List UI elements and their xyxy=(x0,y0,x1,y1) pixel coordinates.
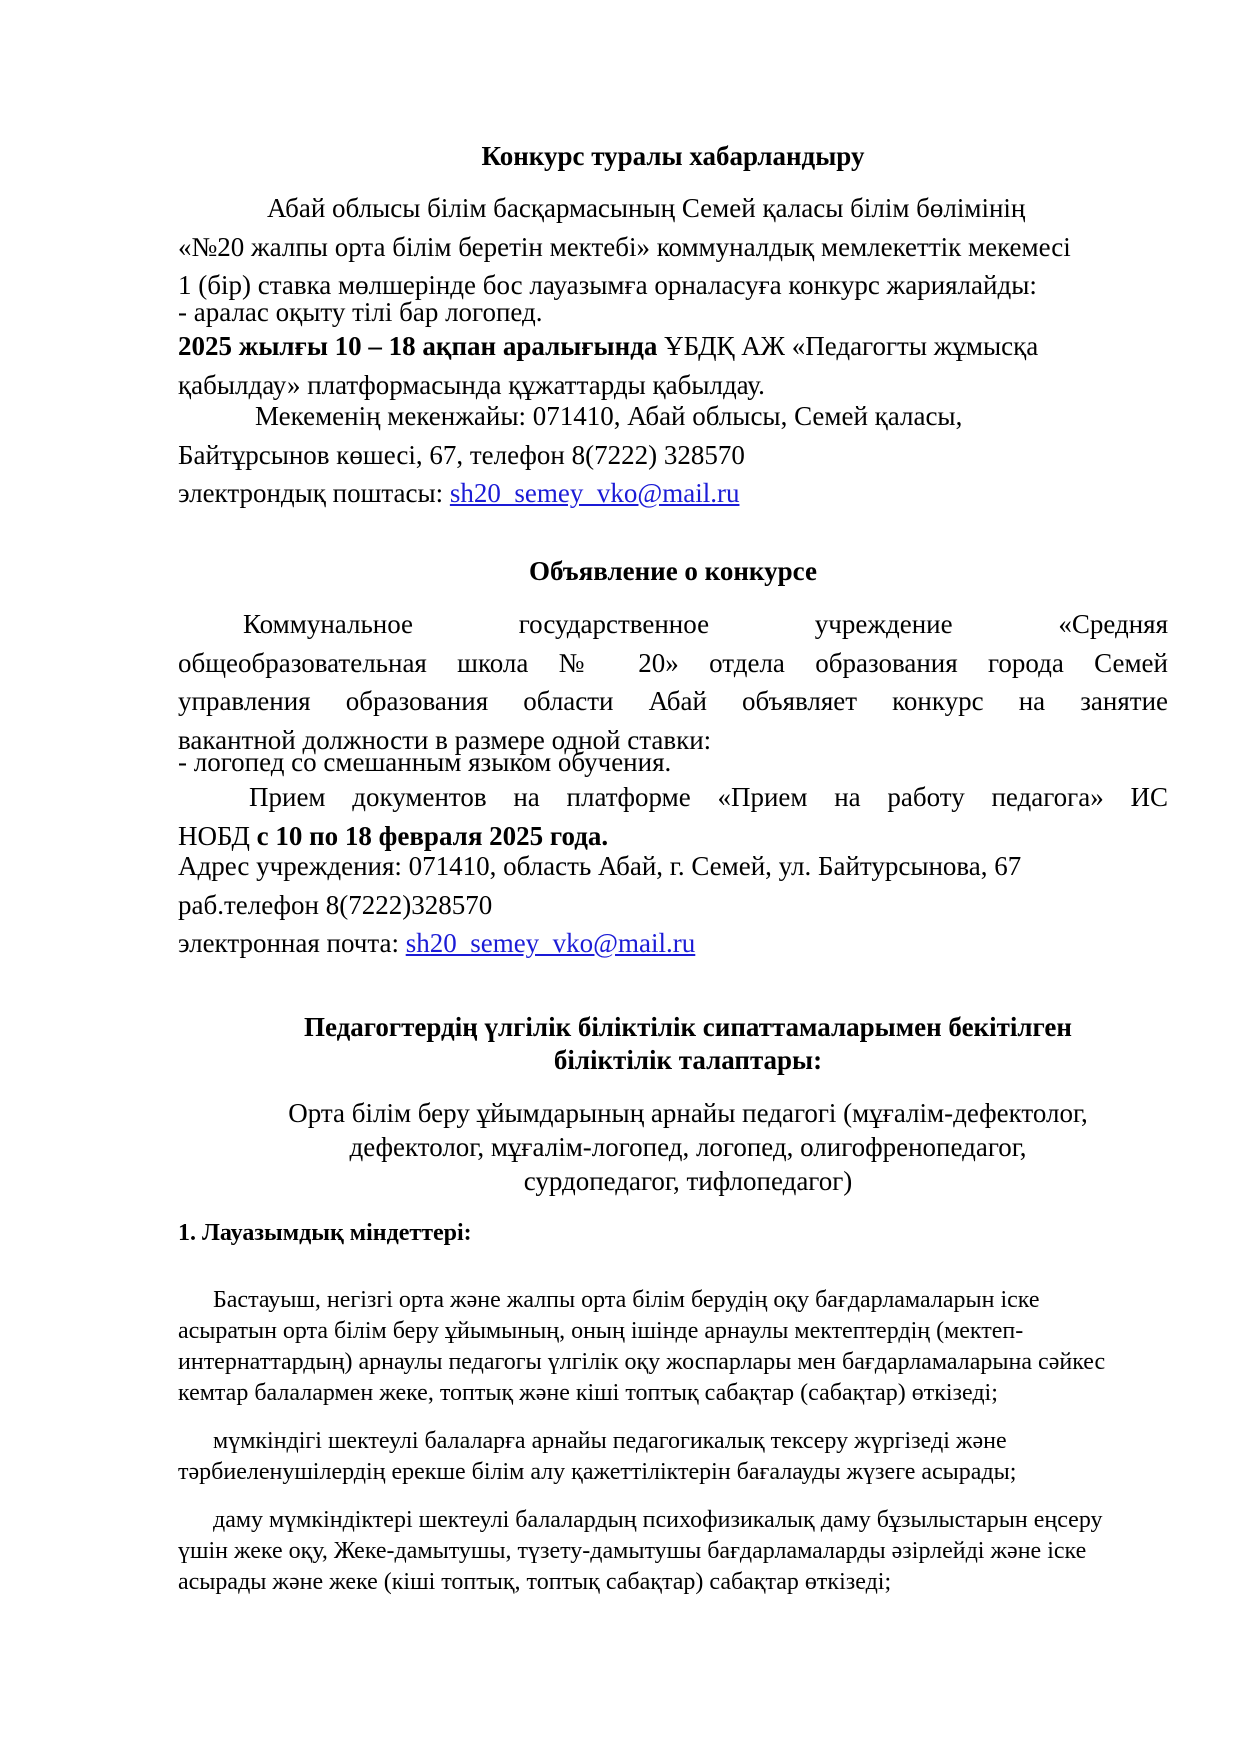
req-p1-line-3: интернаттардың) арнаулы педагогы үлгілік оқу жоспарлары мен бағдарламаларына сәйкес xyxy=(178,1349,1106,1375)
kz-dates-paragraph xyxy=(178,327,1168,404)
ru-contacts xyxy=(178,847,1168,963)
req-subtitle-line-3: сурдопедагог, тифлопедагог) xyxy=(523,1166,853,1196)
ru-email-label: электронная почта: xyxy=(178,928,406,958)
kz-intro-paragraph xyxy=(178,189,1168,305)
kz-dates-line-2: қабылдау» платформасында құжаттарды қабылдау. xyxy=(178,369,765,400)
req-p3-line-2: үшін жеке оқу, Жеке-дамытушы, түзету-дамытушы бағдарламаларды әзірлейді және іске xyxy=(178,1538,1087,1564)
req-p1-line-4: кемтар балалармен жеке, топтық және кіші топтық сабақтар (сабақтар) өткізеді; xyxy=(178,1380,998,1406)
ru-email-link[interactable]: sh20_semey_vko@mail.ru xyxy=(405,928,696,958)
ru-intro-line-1: Коммунальное государственное учреждение «Средняя xyxy=(243,609,1168,639)
req-p1-line-1: Бастауыш, негізгі орта және жалпы орта білім берудің оқу бағдарламаларын іске xyxy=(213,1287,1040,1313)
ru-position: - логопед со смешанным языком обучения. xyxy=(178,747,672,777)
req-p3-line-1: даму мүмкіндіктері шектеулі балалардың психофизикалық даму бұзылыстарын еңсеру xyxy=(213,1507,1103,1533)
ru-intro-line-2: общеобразовательная школа № 20» отдела образования города Семей xyxy=(178,647,1168,678)
kz-address xyxy=(178,397,1168,513)
ru-intro-line-4: вакантной должности в размере одной ставки: xyxy=(178,724,712,755)
req-p1-line-2: асыратын орта білім беру ұйымының, оның ішінде арнаулы мектептердің (мектеп- xyxy=(178,1318,1024,1344)
kz-title: Конкурс туралы хабарландыру xyxy=(481,141,865,171)
req-title-line-2: біліктілік талаптары: xyxy=(553,1045,823,1075)
kz-email-label: электрондық поштасы: xyxy=(178,478,450,508)
req-paragraph-3 xyxy=(178,1505,1168,1598)
req-paragraph-2 xyxy=(178,1426,1168,1488)
kz-address-line-1: Мекеменің мекенжайы: 071410, Абай облысы, Семей қаласы, xyxy=(255,401,963,431)
ru-phone: раб.телефон 8(7222)328570 xyxy=(178,889,493,920)
kz-email-link[interactable]: sh20_semey_vko@mail.ru xyxy=(449,478,740,508)
req-subtitle xyxy=(208,1096,1168,1198)
req-paragraph-1 xyxy=(178,1285,1168,1409)
ru-docs-line-2-bold: с 10 по 18 февраля 2025 года. xyxy=(256,820,609,851)
ru-docs-paragraph xyxy=(178,778,1168,855)
req-p2-line-1: мүмкіндігі шектеулі балаларға арнайы педагогикалық тексеру жүргізеді және xyxy=(213,1428,1007,1454)
kz-intro-line-3: 1 (бір) ставка мөлшерінде бос лауазымға орналасуға конкурс жариялайды: xyxy=(178,270,1037,300)
req-p3-line-3: асырады және жеке (кіші топтық, топтық сабақтар) сабақтар өткізеді; xyxy=(178,1569,892,1595)
req-title xyxy=(208,1011,1168,1077)
kz-dates-bold: 2025 жылғы 10 – 18 ақпан аралығында xyxy=(178,331,658,361)
kz-address-line-2: Байтұрсынов көшесі, 67, телефон 8(7222) 328570 xyxy=(178,439,745,470)
ru-title: Объявление о конкурсе xyxy=(529,556,817,586)
kz-position: - аралас оқыту тілі бар логопед. xyxy=(178,297,543,327)
req-p2-line-2: тәрбиеленушілердің ерекше білім алу қажеттіліктерін бағалауды жүзеге асырады; xyxy=(178,1459,1017,1485)
kz-intro-line-2: «№20 жалпы орта білім беретін мектебі» коммуналдық мемлекеттік мекемесі xyxy=(178,231,1071,262)
ru-docs-line-1: Прием документов на платформе «Прием на работу педагога» ИС xyxy=(249,782,1168,812)
kz-intro-line-1: Абай облысы білім басқармасының Семей қаласы білім бөлімінің xyxy=(267,193,1026,223)
ru-docs-line-2-normal: НОБД xyxy=(178,820,257,851)
ru-intro-line-3: управления образования области Абай объявляет конкурс на занятие xyxy=(178,686,1168,716)
req-section-1-heading: 1. Лауазымдық міндеттері: xyxy=(178,1220,472,1246)
req-title-line-1: Педагогтердің үлгілік біліктілік сипаттамаларымен бекітілген xyxy=(304,1012,1072,1042)
req-subtitle-line-1: Орта білім беру ұйымдарының арнайы педагогі (мұғалім-дефектолог, xyxy=(288,1098,1088,1128)
req-subtitle-line-2: дефектолог, мұғалім-логопед, логопед, олигофренопедагог, xyxy=(349,1132,1027,1162)
kz-dates-rest: ҰБДҚ АЖ «Педагогты жұмысқа xyxy=(657,331,1039,361)
ru-address: Адрес учреждения: 071410, область Абай, г. Семей, ул. Байтурсынова, 67 xyxy=(178,851,1022,881)
ru-intro-paragraph xyxy=(178,605,1168,759)
